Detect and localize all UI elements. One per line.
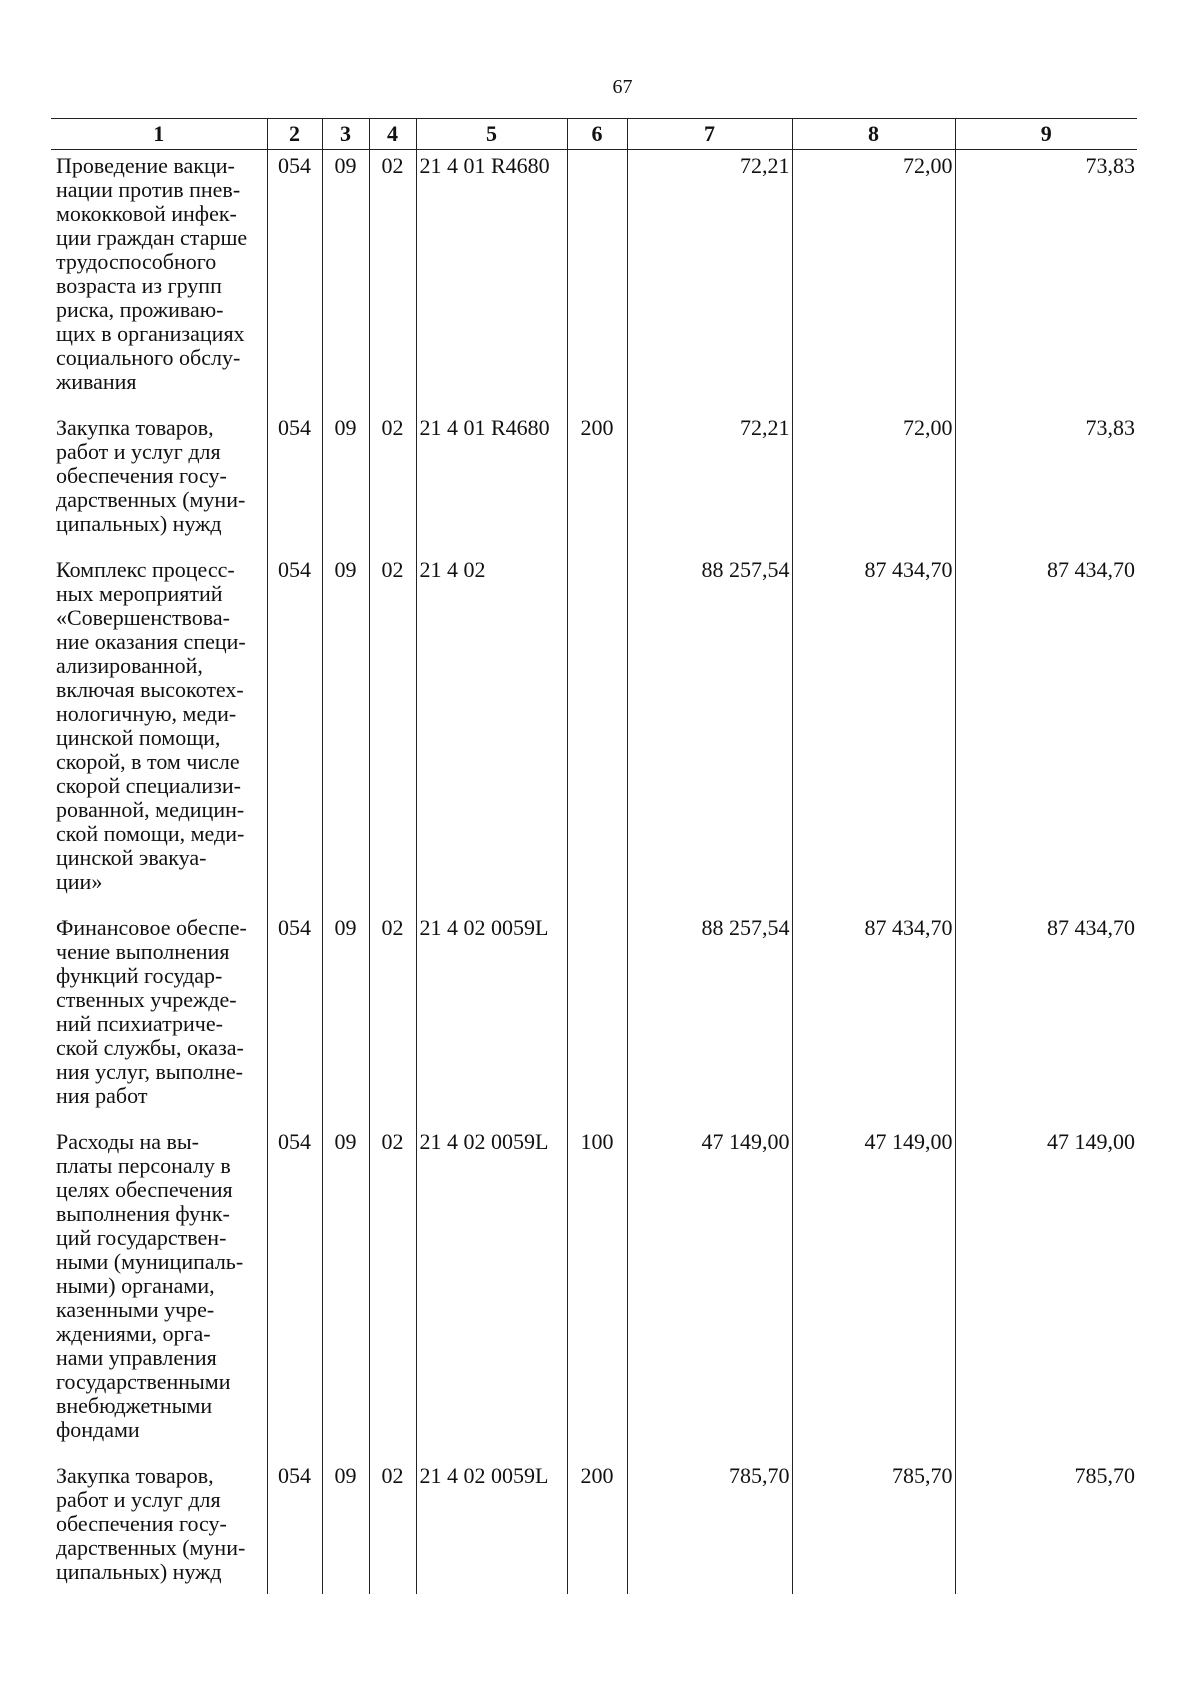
table-row <box>51 150 1137 413</box>
table-row <box>51 554 1137 912</box>
amount-col-9: 87 434,70 <box>955 912 1137 1126</box>
section-code: 09 <box>322 412 369 554</box>
expense-type-code: 100 <box>567 1126 627 1460</box>
description-line: ждениями, орга- <box>56 1321 211 1346</box>
row-description <box>51 1460 267 1594</box>
description-line: Закупка товаров, <box>56 1463 214 1488</box>
amount-col-8: 87 434,70 <box>792 554 955 912</box>
description-line: функций государ- <box>56 963 223 988</box>
description-line: Комплекс процесс- <box>56 557 235 582</box>
amount-col-9: 87 434,70 <box>955 554 1137 912</box>
amount-col-9: 73,83 <box>955 150 1137 413</box>
header-col-2: 2 <box>267 119 322 150</box>
description-line: ния услуг, выполне- <box>56 1059 243 1084</box>
description-line: включая высокотех- <box>56 677 244 702</box>
description-line: живания <box>56 369 137 394</box>
description-line: нологичную, меди- <box>56 701 237 726</box>
description-line: работ и услуг для <box>56 1487 221 1512</box>
section-code: 09 <box>322 150 369 413</box>
subsection-code: 02 <box>369 912 416 1126</box>
header-col-4: 4 <box>369 119 416 150</box>
amount-col-8: 72,00 <box>792 412 955 554</box>
target-article-code: 21 4 02 0059L <box>416 1126 567 1460</box>
expense-type-code <box>567 554 627 912</box>
amount-col-8: 47 149,00 <box>792 1126 955 1460</box>
ministry-code: 054 <box>267 554 322 912</box>
ministry-code: 054 <box>267 912 322 1126</box>
amount-col-9: 47 149,00 <box>955 1126 1137 1460</box>
target-article-code: 21 4 01 R4680 <box>416 412 567 554</box>
row-description <box>51 554 267 912</box>
amount-col-7: 88 257,54 <box>627 912 792 1126</box>
description-line: ской помощи, меди- <box>56 821 245 846</box>
description-line: чение выполнения <box>56 939 230 964</box>
description-line: Закупка товаров, <box>56 415 214 440</box>
description-line: государственными <box>56 1369 231 1394</box>
description-line: цинской эвакуа- <box>56 845 207 870</box>
amount-col-8: 87 434,70 <box>792 912 955 1126</box>
page-number: 67 <box>612 76 633 98</box>
subsection-code: 02 <box>369 554 416 912</box>
table-row <box>51 1460 1137 1594</box>
description-line: ние оказания специ- <box>56 629 246 654</box>
header-col-3: 3 <box>322 119 369 150</box>
amount-col-7: 88 257,54 <box>627 554 792 912</box>
description-line: работ и услуг для <box>56 439 221 464</box>
description-line: ализированной, <box>56 653 203 678</box>
description-line: внебюджетными <box>56 1393 213 1418</box>
description-line: дарственных (муни- <box>56 487 246 512</box>
amount-col-7: 72,21 <box>627 412 792 554</box>
section-code: 09 <box>322 1460 369 1594</box>
description-line: ципальных) нужд <box>56 511 222 536</box>
amount-col-8: 785,70 <box>792 1460 955 1594</box>
row-description <box>51 412 267 554</box>
description-line: цинской помощи, <box>56 725 221 750</box>
header-row <box>51 119 1137 150</box>
amount-col-9: 73,83 <box>955 412 1137 554</box>
subsection-code: 02 <box>369 1460 416 1594</box>
target-article-code: 21 4 02 0059L <box>416 912 567 1126</box>
description-line: «Совершенствова- <box>56 605 230 630</box>
description-line: рованной, медицин- <box>56 797 245 822</box>
description-line: ципальных) нужд <box>56 1559 222 1584</box>
description-line: целях обеспечения <box>56 1177 233 1202</box>
description-line: ными (муниципаль- <box>56 1249 244 1274</box>
ministry-code: 054 <box>267 1126 322 1460</box>
description-line: Проведение вакци- <box>56 153 235 178</box>
row-description <box>51 1126 267 1460</box>
description-line: казенными учре- <box>56 1297 215 1322</box>
description-line: ных мероприятий <box>56 581 223 606</box>
header-col-8: 8 <box>792 119 955 150</box>
description-line: Расходы на вы- <box>56 1129 200 1154</box>
header-col-7: 7 <box>627 119 792 150</box>
description-line: социального обслу- <box>56 345 241 370</box>
expense-type-code <box>567 912 627 1126</box>
description-line: риска, проживаю- <box>56 297 224 322</box>
subsection-code: 02 <box>369 1126 416 1460</box>
description-line: ственных учрежде- <box>56 987 237 1012</box>
description-line: ций государствен- <box>56 1225 227 1250</box>
description-line: ными) органами, <box>56 1273 215 1298</box>
description-line: ния работ <box>56 1083 148 1108</box>
description-line: нации против пнев- <box>56 177 241 202</box>
amount-col-7: 72,21 <box>627 150 792 413</box>
ministry-code: 054 <box>267 150 322 413</box>
header-col-5: 5 <box>416 119 567 150</box>
expense-type-code: 200 <box>567 1460 627 1594</box>
target-article-code: 21 4 01 R4680 <box>416 150 567 413</box>
description-line: ции» <box>56 869 103 894</box>
target-article-code: 21 4 02 0059L <box>416 1460 567 1594</box>
description-line: обеспечения госу- <box>56 463 227 488</box>
description-line: обеспечения госу- <box>56 1511 227 1536</box>
amount-col-9: 785,70 <box>955 1460 1137 1594</box>
ministry-code: 054 <box>267 1460 322 1594</box>
subsection-code: 02 <box>369 150 416 413</box>
description-line: фондами <box>56 1417 140 1442</box>
amount-col-7: 785,70 <box>627 1460 792 1594</box>
description-line: Финансовое обеспе- <box>56 915 247 940</box>
table-row <box>51 412 1137 554</box>
section-code: 09 <box>322 912 369 1126</box>
table-row <box>51 1126 1137 1460</box>
target-article-code: 21 4 02 <box>416 554 567 912</box>
description-line: скорой, в том числе <box>56 749 240 774</box>
amount-col-8: 72,00 <box>792 150 955 413</box>
description-line: выполнения функ- <box>56 1201 230 1226</box>
expense-type-code <box>567 150 627 413</box>
row-description <box>51 912 267 1126</box>
description-line: дарственных (муни- <box>56 1535 246 1560</box>
header-col-1: 1 <box>51 119 267 150</box>
table-row <box>51 912 1137 1126</box>
description-line: нами управления <box>56 1345 217 1370</box>
description-line: щих в организациях <box>56 321 245 346</box>
section-code: 09 <box>322 1126 369 1460</box>
section-code: 09 <box>322 554 369 912</box>
ministry-code: 054 <box>267 412 322 554</box>
description-line: ний психиатриче- <box>56 1011 223 1036</box>
amount-col-7: 47 149,00 <box>627 1126 792 1460</box>
table-body <box>51 150 1137 1595</box>
description-line: ции граждан старше <box>56 225 248 250</box>
header-col-6: 6 <box>567 119 627 150</box>
description-line: мококковой инфек- <box>56 201 237 226</box>
row-description <box>51 150 267 413</box>
description-line: трудоспособного <box>56 249 217 274</box>
description-line: скорой специализи- <box>56 773 241 798</box>
description-line: возраста из групп <box>56 273 222 298</box>
expense-type-code: 200 <box>567 412 627 554</box>
subsection-code: 02 <box>369 412 416 554</box>
budget-table <box>51 118 1137 1594</box>
description-line: ской службы, оказа- <box>56 1035 244 1060</box>
header-col-9: 9 <box>955 119 1137 150</box>
description-line: платы персоналу в <box>56 1153 231 1178</box>
